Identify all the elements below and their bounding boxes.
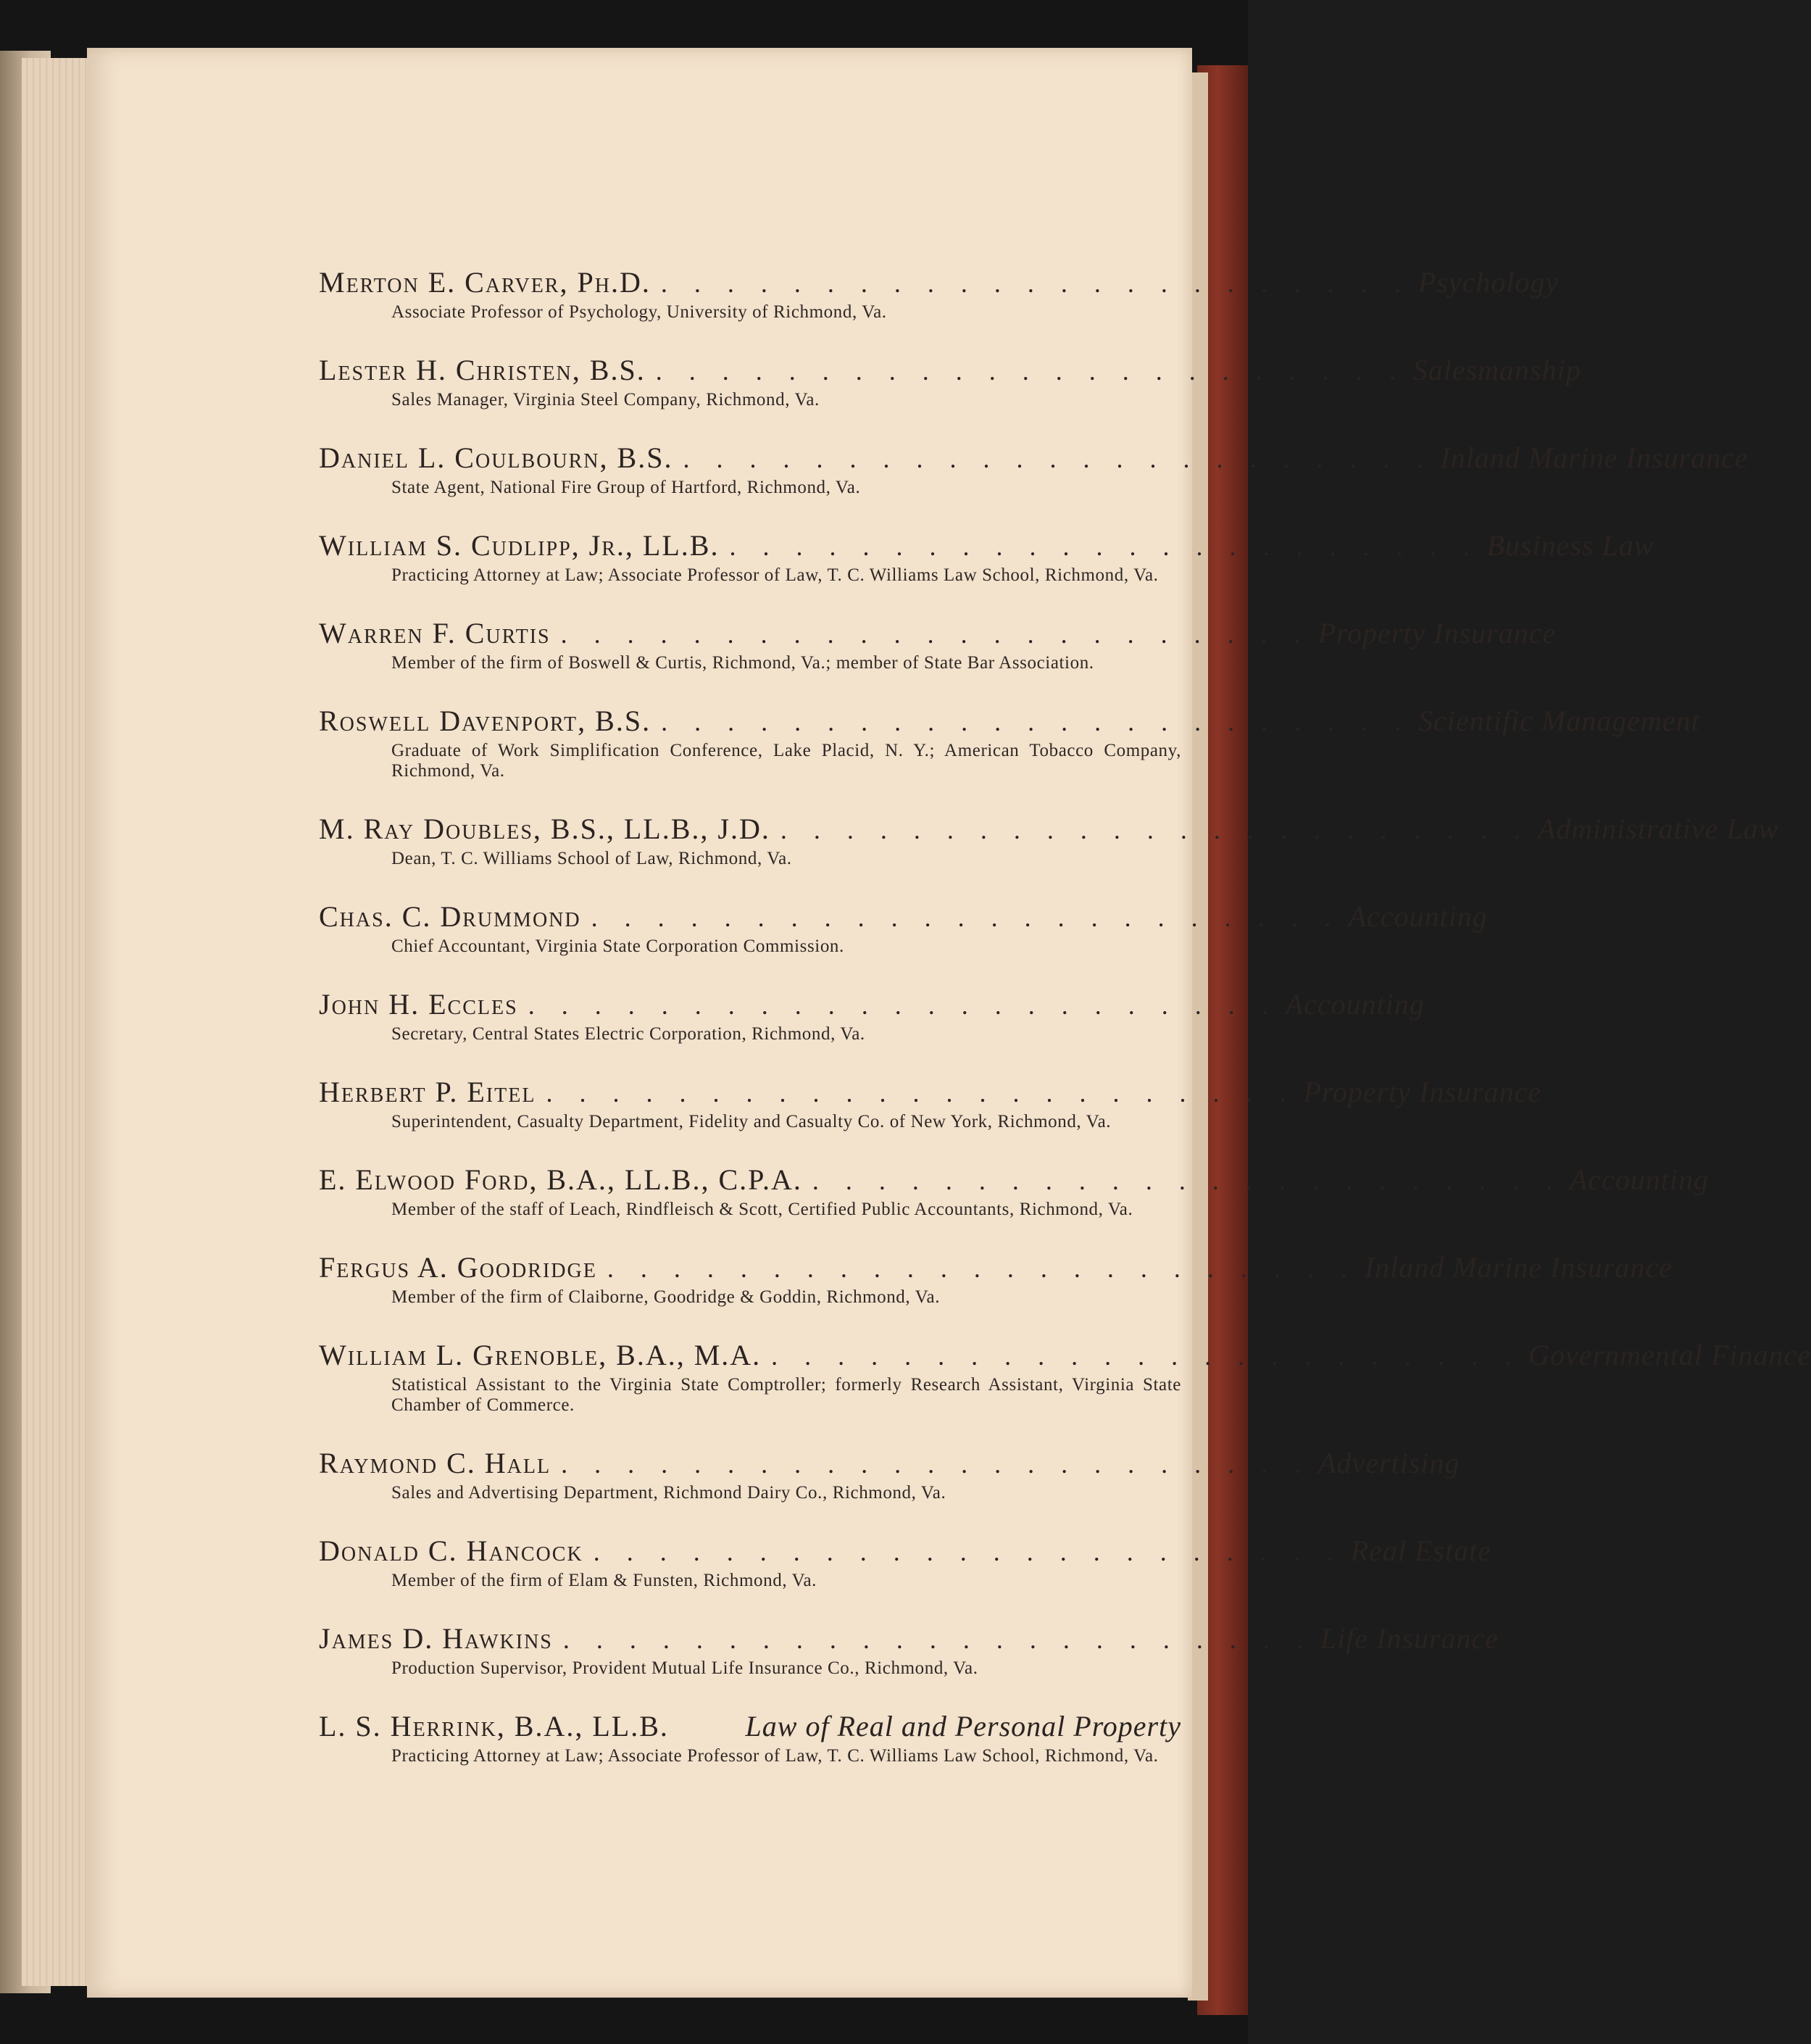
- entry-heading: [319, 441, 1749, 475]
- faculty-entry: [319, 441, 1749, 498]
- entry-heading: [319, 616, 1557, 650]
- faculty-entry: [319, 616, 1557, 673]
- faculty-name: Merton E. Carver, Ph.D.: [319, 266, 651, 299]
- faculty-description: Practicing Attorney at Law; Associate Professor of Law, T. C. Williams Law School, Richmond, Va.: [391, 565, 1159, 585]
- faculty-entry: [319, 528, 1654, 586]
- leader-dots: . . . . . . . . . . . . . . . . . . . . . . .: [593, 1537, 1344, 1566]
- faculty-entry: [319, 812, 1779, 869]
- entry-heading: [319, 900, 1488, 934]
- faculty-entry: [319, 1250, 1673, 1308]
- faculty-name: Roswell Davenport, B.S.: [319, 705, 651, 737]
- faculty-description: Chief Accountant, Virginia State Corporation Commission.: [391, 936, 844, 956]
- subject-taught: Accounting: [1348, 900, 1488, 933]
- entry-heading: [319, 1621, 1499, 1655]
- entry-heading: [319, 528, 1654, 562]
- entry-heading: [319, 1534, 1491, 1568]
- book-page: [87, 48, 1811, 1998]
- faculty-description: Sales and Advertising Department, Richmond Dairy Co., Richmond, Va.: [391, 1483, 946, 1503]
- faculty-description: Secretary, Central States Electric Corporation, Richmond, Va.: [391, 1024, 865, 1044]
- faculty-description: Member of the firm of Boswell & Curtis, Richmond, Va.; member of State Bar Association.: [391, 653, 1094, 673]
- faculty-description: Graduate of Work Simplification Conference, Lake Placid, N. Y.; American Tobacco Company, Richmond, Va.: [391, 741, 1181, 781]
- subject-taught: Advertising: [1318, 1447, 1460, 1479]
- faculty-entry: [319, 900, 1488, 957]
- faculty-name: Raymond C. Hall: [319, 1447, 551, 1479]
- leader-dots: . . . . . . . . . . . . . . . . . . . . . . .: [771, 1342, 1522, 1371]
- faculty-name: Daniel L. Coulbourn, B.S.: [319, 441, 673, 474]
- faculty-description: Dean, T. C. Williams School of Law, Richmond, Va.: [391, 849, 792, 868]
- faculty-description: Superintendent, Casualty Department, Fidelity and Casualty Co. of New York, Richmond, Va.: [391, 1112, 1112, 1131]
- entry-heading: [319, 353, 1581, 387]
- leader-dots: . . . . . . . . . . . . . . . . . . . . . . .: [683, 444, 1433, 473]
- faculty-description: Production Supervisor, Provident Mutual Life Insurance Co., Richmond, Va.: [391, 1658, 978, 1678]
- faculty-name: E. Elwood Ford, B.A., LL.B., C.P.A.: [319, 1163, 802, 1196]
- faculty-name: Warren F. Curtis: [319, 617, 551, 649]
- faculty-name: James D. Hawkins: [319, 1622, 553, 1655]
- faculty-description: Sales Manager, Virginia Steel Company, Richmond, Va.: [391, 390, 820, 410]
- faculty-name: Donald C. Hancock: [319, 1534, 583, 1567]
- subject-taught: Business Law: [1486, 529, 1654, 562]
- subject-taught: Inland Marine Insurance: [1440, 441, 1749, 474]
- subject-taught: Property Insurance: [1303, 1076, 1542, 1108]
- subject-taught: Life Insurance: [1320, 1622, 1499, 1655]
- faculty-entry: [319, 1621, 1499, 1679]
- faculty-entry: [319, 704, 1700, 781]
- faculty-entry: [319, 1709, 1181, 1766]
- leader-dots: . . . . . . . . . . . . . . . . . . . . . . .: [607, 1254, 1357, 1283]
- subject-taught: Accounting: [1569, 1163, 1710, 1196]
- faculty-entry: [319, 265, 1560, 323]
- leader-dots: . . . . . . . . . . . . . . . . . . . . . . .: [561, 1450, 1312, 1479]
- faculty-description: Associate Professor of Psychology, University of Richmond, Va.: [391, 302, 887, 322]
- faculty-entry: [319, 1534, 1491, 1591]
- faculty-entry: [319, 1446, 1460, 1503]
- entry-heading: [319, 265, 1560, 299]
- subject-taught: Property Insurance: [1317, 617, 1557, 649]
- leader-dots: . . . . . . . . . . . . . . . . . . . . . . .: [661, 707, 1412, 736]
- faculty-name: Fergus A. Goodridge: [319, 1251, 597, 1284]
- subject-taught: Scientific Management: [1418, 705, 1700, 737]
- entry-heading: [319, 987, 1425, 1021]
- leader-dots: . . . . . . . . . . . . . . . . . . . . . . .: [528, 991, 1278, 1020]
- faculty-list: [319, 265, 1811, 1797]
- faculty-name: William L. Grenoble, B.A., M.A.: [319, 1339, 762, 1371]
- leader-dots: . . . . . . . . . . . . . . . . . . . . . . .: [812, 1166, 1562, 1195]
- entry-heading: [319, 704, 1700, 738]
- entry-heading: [319, 1075, 1542, 1109]
- entry-heading: [319, 1338, 1811, 1372]
- subject-taught: Governmental Finance: [1528, 1339, 1811, 1371]
- faculty-entry: [319, 987, 1425, 1044]
- entry-heading: [319, 1446, 1460, 1480]
- subject-taught: Inland Marine Insurance: [1364, 1251, 1673, 1284]
- leader-dots: . . . . . . . . . . . . . . . . . . . . . . .: [562, 1625, 1313, 1654]
- subject-taught: Salesmanship: [1412, 354, 1581, 386]
- leader-dots: . . . . . . . . . . . . . . . . . . . . . . .: [660, 269, 1411, 298]
- faculty-description: Statistical Assistant to the Virginia State Comptroller; formerly Research Assistant, Virginia State Chamber of Commerce.: [391, 1375, 1181, 1415]
- faculty-description: Member of the firm of Claiborne, Goodridge & Goddin, Richmond, Va.: [391, 1287, 941, 1307]
- faculty-name: Chas. C. Drummond: [319, 900, 581, 933]
- entry-heading: [319, 1709, 1181, 1743]
- faculty-name: Herbert P. Eitel: [319, 1076, 536, 1108]
- subject-taught: Administrative Law: [1537, 813, 1779, 845]
- leader-dots: . . . . . . . . . . . . . . . . . . . . . . .: [780, 815, 1531, 844]
- entry-heading: [319, 812, 1779, 846]
- faculty-description: Member of the staff of Leach, Rindfleisch & Scott, Certified Public Accountants, Richmond, Va.: [391, 1200, 1133, 1219]
- leader-dots: . . . . . . . . . . . . . . . . . . . . . . .: [560, 620, 1311, 649]
- subject-taught: Real Estate: [1350, 1534, 1491, 1567]
- subject-taught: Accounting: [1285, 988, 1425, 1021]
- leader-dots: . . . . . . . . . . . . . . . . . . . . . . .: [546, 1079, 1296, 1108]
- entry-heading: [319, 1163, 1710, 1197]
- faculty-entry: [319, 1338, 1811, 1416]
- leader-dots: . . . . . . . . . . . . . . . . . . . . . . .: [655, 357, 1406, 386]
- leader-dots: . . . . . . . . . . . . . . . . . . . . . . .: [591, 903, 1341, 932]
- faculty-name: William S. Cudlipp, Jr., LL.B.: [319, 529, 720, 562]
- faculty-description: State Agent, National Fire Group of Hartford, Richmond, Va.: [391, 478, 861, 497]
- faculty-entry: [319, 353, 1581, 410]
- entry-heading: [319, 1250, 1673, 1284]
- faculty-entry: [319, 1075, 1542, 1132]
- faculty-name: John H. Eccles: [319, 988, 518, 1021]
- subject-taught: Law of Real and Personal Property: [745, 1710, 1181, 1742]
- faculty-name: Lester H. Christen, B.S.: [319, 354, 646, 386]
- faculty-name: M. Ray Doubles, B.S., LL.B., J.D.: [319, 813, 770, 845]
- leader-dots: . . . . . . . . . . . . . . . . . . . . . . .: [729, 532, 1480, 561]
- subject-taught: Psychology: [1417, 266, 1560, 299]
- faculty-description: Practicing Attorney at Law; Associate Professor of Law, T. C. Williams Law School, Richmond, Va.: [391, 1746, 1159, 1766]
- faculty-entry: [319, 1163, 1710, 1220]
- faculty-description: Member of the firm of Elam & Funsten, Richmond, Va.: [391, 1571, 817, 1590]
- faculty-name: L. S. Herrink, B.A., LL.B.: [319, 1710, 669, 1742]
